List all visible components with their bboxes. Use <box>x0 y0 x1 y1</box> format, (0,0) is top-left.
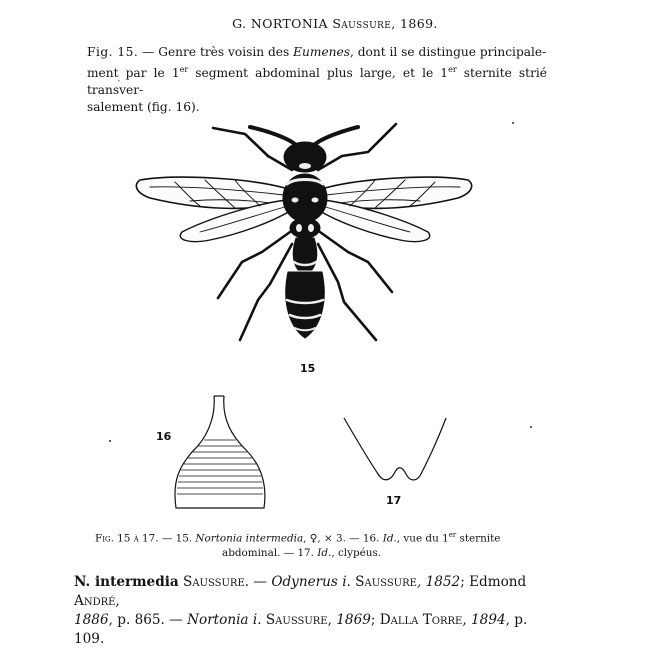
superscript: er <box>448 65 457 74</box>
caption-text: sternite strié transver- <box>87 66 547 98</box>
caption-text: segment abdominal plus large, et le 1 <box>188 66 449 81</box>
genus-heading: G. NORTONIA <box>232 16 328 31</box>
left-antenna <box>250 127 296 145</box>
caption-text: , dont il se distingue principale- <box>350 45 547 59</box>
entry-text: , p. 865. — <box>108 612 188 628</box>
species-name: Nortonia intermedia <box>195 532 304 545</box>
figure-number-15: 15 <box>300 362 316 375</box>
figure-number-17: 17 <box>386 494 402 507</box>
author-name: Saussure <box>350 574 417 590</box>
caption-text: , clypéus. <box>331 546 382 559</box>
clypeus-outline <box>344 418 446 480</box>
author-name: André <box>74 593 116 609</box>
species-entry-name: N. intermedia <box>74 574 179 590</box>
id-abbrev: Id. <box>317 546 332 559</box>
right-middle-leg <box>320 232 392 292</box>
caption-text: salement (fig. 16). <box>87 100 200 115</box>
species-entry <box>74 573 554 649</box>
author-name: Saussure <box>183 574 245 590</box>
superscript: er <box>179 65 189 74</box>
wasp-gaster <box>286 272 325 338</box>
genus-year: , 1869. <box>391 16 438 31</box>
author-name: Dalla Torre <box>379 612 463 628</box>
genus-author: Saussure <box>332 16 392 31</box>
figure-number-16: 16 <box>156 430 172 443</box>
sternite-illustration <box>175 396 265 508</box>
wasp-illustration <box>136 124 471 340</box>
superscript: er <box>448 531 457 539</box>
caption-text: sternite <box>456 532 501 545</box>
caption-text: abdominal. — 17. <box>222 546 318 559</box>
caption-text: ment par le 1 <box>87 66 180 81</box>
entry-text: , <box>115 593 120 609</box>
entry-text: . — <box>244 574 272 590</box>
entry-year: , 1852 <box>416 574 461 590</box>
genus-reference: Eumenes <box>293 45 350 59</box>
entry-text: ; <box>370 612 380 628</box>
right-front-leg <box>318 124 396 170</box>
synonym: Nortonia i. <box>187 612 262 628</box>
caption-text: — Genre très voisin des <box>138 45 294 59</box>
author-name: Saussure <box>261 612 328 628</box>
entry-text: ; Edmond <box>460 574 527 590</box>
entry-text: , <box>327 612 337 628</box>
id-abbrev: Id. <box>382 532 397 545</box>
right-hind-leg <box>318 244 376 340</box>
caption-text: , ♀, × 3. — 16. <box>303 532 383 545</box>
synonym: Odynerus i. <box>271 574 351 590</box>
entry-year: 1869 <box>336 612 371 628</box>
figure-label: Fig. 15. <box>87 45 139 59</box>
plate-caption-range: Fig. 15 à 17. <box>95 532 159 545</box>
entry-text: , <box>462 612 472 628</box>
caption-text: — 15. <box>158 532 196 545</box>
entry-year: 1886 <box>74 612 109 628</box>
entry-year: 1894 <box>471 612 506 628</box>
right-antenna <box>314 127 358 145</box>
caption-text: , vue du 1 <box>396 532 449 545</box>
plate-caption <box>95 528 535 560</box>
clypeus-illustration <box>344 418 446 480</box>
entry-text: , p. 109. <box>74 612 528 647</box>
